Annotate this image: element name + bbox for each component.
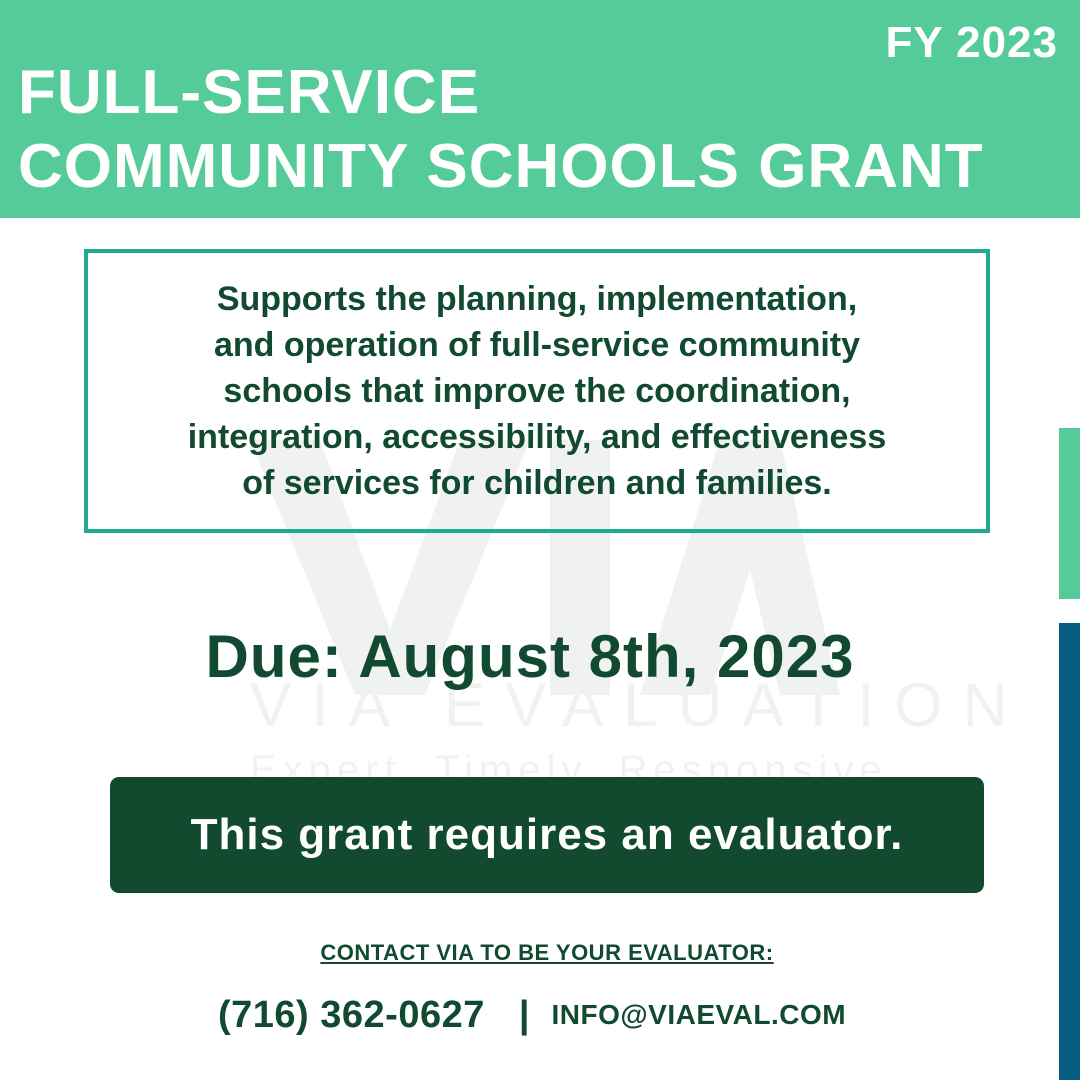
email-address[interactable]: INFO@VIAEVAL.COM bbox=[551, 999, 847, 1030]
description-line: integration, accessibility, and effectiveness bbox=[187, 418, 887, 456]
evaluator-banner-text: This grant requires an evaluator. bbox=[190, 810, 904, 859]
contact-heading[interactable]: CONTACT VIA TO BE YOUR EVALUATOR: bbox=[320, 940, 774, 965]
watermark-tagline: Expert. Timely. Responsive. bbox=[250, 748, 905, 792]
grant-title-line-1: FULL-SERVICE bbox=[18, 58, 481, 127]
grant-title bbox=[18, 56, 984, 204]
description-box bbox=[84, 249, 990, 533]
header-banner bbox=[0, 0, 1080, 218]
due-date: Due: August 8th, 2023 bbox=[205, 623, 855, 690]
description-line: and operation of full-service community bbox=[213, 326, 861, 364]
accent-bar-blue bbox=[1059, 623, 1080, 1080]
description-line: of services for children and families. bbox=[242, 464, 832, 502]
grant-title-line-2: COMMUNITY SCHOOLS GRANT bbox=[18, 132, 984, 201]
phone-number[interactable]: (716) 362-0627 bbox=[218, 993, 485, 1036]
contact-row bbox=[218, 990, 846, 1040]
description-line: Supports the planning, implementation, bbox=[216, 280, 858, 318]
contact-separator: | bbox=[518, 993, 530, 1036]
grant-description bbox=[97, 276, 977, 506]
watermark-name: VIA EVALUATION bbox=[250, 671, 1028, 740]
accent-bar-green bbox=[1059, 428, 1080, 599]
evaluator-banner bbox=[110, 777, 984, 893]
description-line: schools that improve the coordination, bbox=[223, 372, 851, 410]
fiscal-year-label: FY 2023 bbox=[885, 18, 1058, 67]
